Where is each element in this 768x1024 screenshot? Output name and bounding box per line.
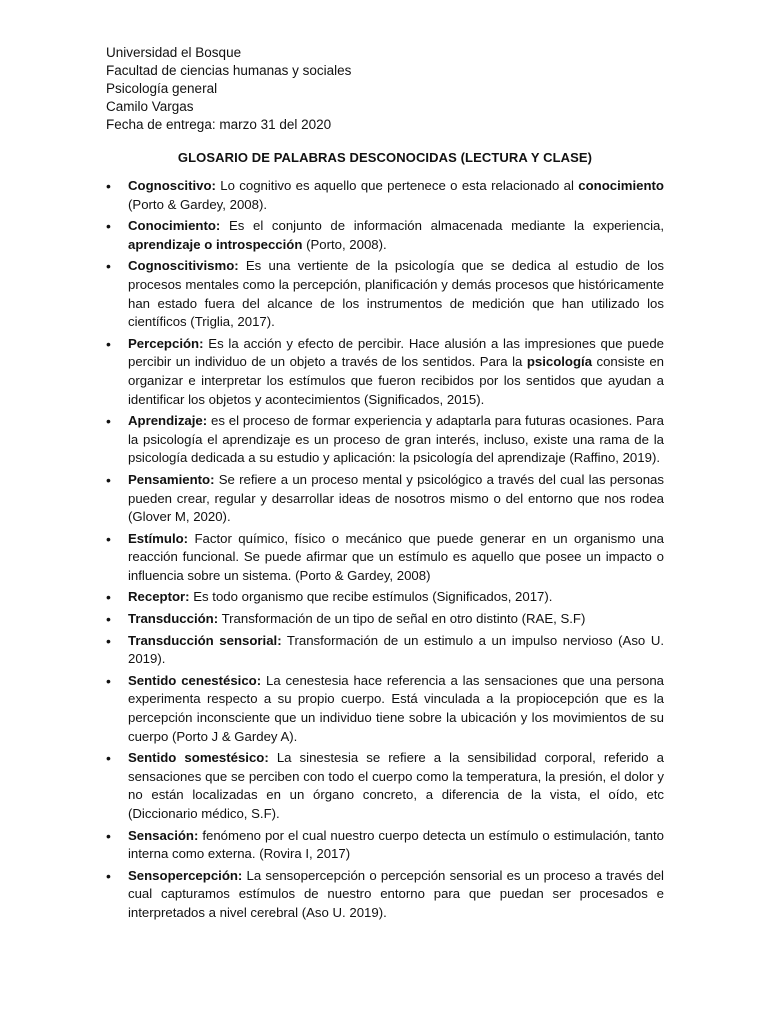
glossary-term: Cognoscitivismo: — [128, 258, 239, 274]
glossary-term: Cognoscitivo: — [128, 178, 216, 193]
glossary-definition: Es la acción y efecto de percibir. Hace alusión a las impresiones que puede percibir un individuo de un objeto a través de los sentidos. Para la — [128, 335, 664, 370]
glossary-definition: La cenestesia hace referencia a las sensaciones que una persona experimenta respecto a su propio cuerpo. Está vinculada a la propiocepción que es la percepción inconsciente que un individuo tiene sobre la ubicación y los movimientos de su cuerpo (Porto J & Gardey A). — [128, 672, 664, 744]
document-title: GLOSARIO DE PALABRAS DESCONOCIDAS (LECTURA Y CLASE) — [177, 150, 593, 165]
glossary-definition: Es una vertiente de la psicología que se dedica al estudio de los procesos mentales como la percepción, planificación y demás procesos que históricamente han estado fuera del alcance de los instrumentos de medición que han utilizado los científicos (Triglia, 2017). — [128, 258, 664, 330]
glossary-term: Estímulo: — [128, 530, 189, 546]
glossary-entry — [106, 335, 664, 409]
glossary-entry — [106, 610, 664, 629]
bullet-icon: • — [106, 632, 111, 649]
glossary-definition: Se refiere a un proceso mental y psicológico a través del cual las personas pueden crear, regular y desarrollar ideas de nosotros mismo o del entorno que nos rodea (Glover M, 2020). — [128, 471, 664, 525]
course-name: Psicología general — [106, 81, 218, 96]
glossary-entry — [106, 217, 664, 254]
glossary-definition: Transformación de un tipo de señal en otro distinto (RAE, S.F) — [218, 611, 586, 627]
glossary-entry — [106, 632, 664, 669]
glossary-definition: Transformación de un estimulo a un impulso nervioso (Aso U. 2019). — [128, 632, 665, 667]
bullet-icon: • — [106, 413, 111, 430]
glossary-definition-end: (Porto, 2008). — [302, 236, 387, 252]
highlighted-word: psicología — [526, 354, 593, 370]
bullet-icon: • — [106, 611, 111, 628]
glossary-definition: La sinestesia se refiere a la sensibilidad corporal, referido a sensaciones que se perciben con todo el cuerpo como la temperatura, la presión, el dolor y no están localizadas en un órgano concreto, a diferencia de la vista, el oído, etc (Diccionario médico, S.F). — [128, 750, 665, 821]
glossary-entry — [106, 588, 664, 607]
glossary-term: Conocimiento: — [128, 218, 221, 234]
bullet-icon: • — [106, 335, 111, 352]
bullet-icon: • — [106, 178, 111, 194]
glossary-definition: es el proceso de formar experiencia y adaptarla para futuras ocasiones. Para la psicología el aprendizaje es un proceso de gran interés, incluso, existe una rama de la psicología dedicada a su estudio y aplicación: la psicología del aprendizaje (Raffino, 2019). — [128, 413, 664, 466]
glossary-term: Percepción: — [128, 335, 204, 351]
bullet-icon: • — [106, 589, 111, 606]
bullet-icon: • — [106, 867, 111, 884]
glossary-term: Aprendizaje: — [128, 413, 208, 429]
glossary-term: Sentido somestésico: — [128, 750, 269, 766]
glossary-entry — [106, 749, 664, 823]
glossary-definition: Es todo organismo que recibe estímulos (Significados, 2017). — [189, 589, 553, 605]
due-date: Fecha de entrega: marzo 31 del 2020 — [106, 117, 332, 132]
header-block — [106, 44, 664, 134]
glossary-term: Sensopercepción: — [128, 867, 243, 883]
bullet-icon: • — [106, 672, 111, 689]
glossary-entry — [106, 412, 664, 468]
university-name: Universidad el Bosque — [106, 45, 242, 60]
glossary-entry — [106, 827, 664, 864]
bullet-icon: • — [106, 258, 111, 275]
glossary-list — [106, 177, 664, 923]
bullet-icon: • — [106, 471, 111, 488]
glossary-definition: Lo cognitivo es aquello que pertenece o esta relacionado al — [215, 178, 579, 193]
glossary-definition: Factor químico, físico o mecánico que puede generar en un organismo una reacción funcional. Se puede afirmar que un estímulo es aquello que posee un impacto o influencia sobre un sistema. (Porto & Gardey, 2008) — [128, 530, 664, 583]
glossary-term: Transducción: — [128, 611, 219, 627]
glossary-entry — [106, 177, 664, 214]
glossary-definition: La sensopercepción o percepción sensorial es un proceso a través del cual capturamos estímulos de nuestro entorno para que puedan ser procesados e interpretados a nivel cerebral (Aso U. 2019). — [128, 867, 664, 920]
highlighted-word: conocimiento — [578, 178, 664, 193]
glossary-entry — [106, 867, 664, 923]
highlighted-word: aprendizaje o introspección — [128, 236, 303, 252]
bullet-icon: • — [106, 827, 111, 844]
glossary-definition-end: consiste en organizar e interpretar los estímulos que fueron recibidos por los sentidos que ayudan a identificar los objetos y acontecimientos (Significados, 2015). — [128, 354, 665, 407]
bullet-icon: • — [106, 218, 111, 235]
author-name: Camilo Vargas — [106, 99, 194, 114]
glossary-term: Sentido cenestésico: — [128, 672, 262, 688]
glossary-term: Receptor: — [128, 589, 190, 605]
bullet-icon: • — [106, 530, 111, 547]
glossary-definition: fenómeno por el cual nuestro cuerpo detecta un estímulo o estimulación, tanto interna como externa. (Rovira I, 2017) — [128, 827, 664, 862]
glossary-entry — [106, 471, 664, 527]
glossary-term: Transducción sensorial: — [128, 632, 282, 648]
bullet-icon: • — [106, 750, 111, 767]
glossary-term: Sensación: — [128, 827, 199, 843]
glossary-entry — [106, 672, 664, 746]
glossary-definition: Es el conjunto de información almacenada mediante la experiencia, — [220, 218, 664, 234]
glossary-term: Pensamiento: — [128, 471, 215, 487]
glossary-entry — [106, 530, 664, 586]
glossary-entry — [106, 257, 664, 331]
glossary-definition-end: (Porto & Gardey, 2008). — [128, 196, 268, 212]
faculty-name: Facultad de ciencias humanas y sociales — [106, 63, 352, 78]
